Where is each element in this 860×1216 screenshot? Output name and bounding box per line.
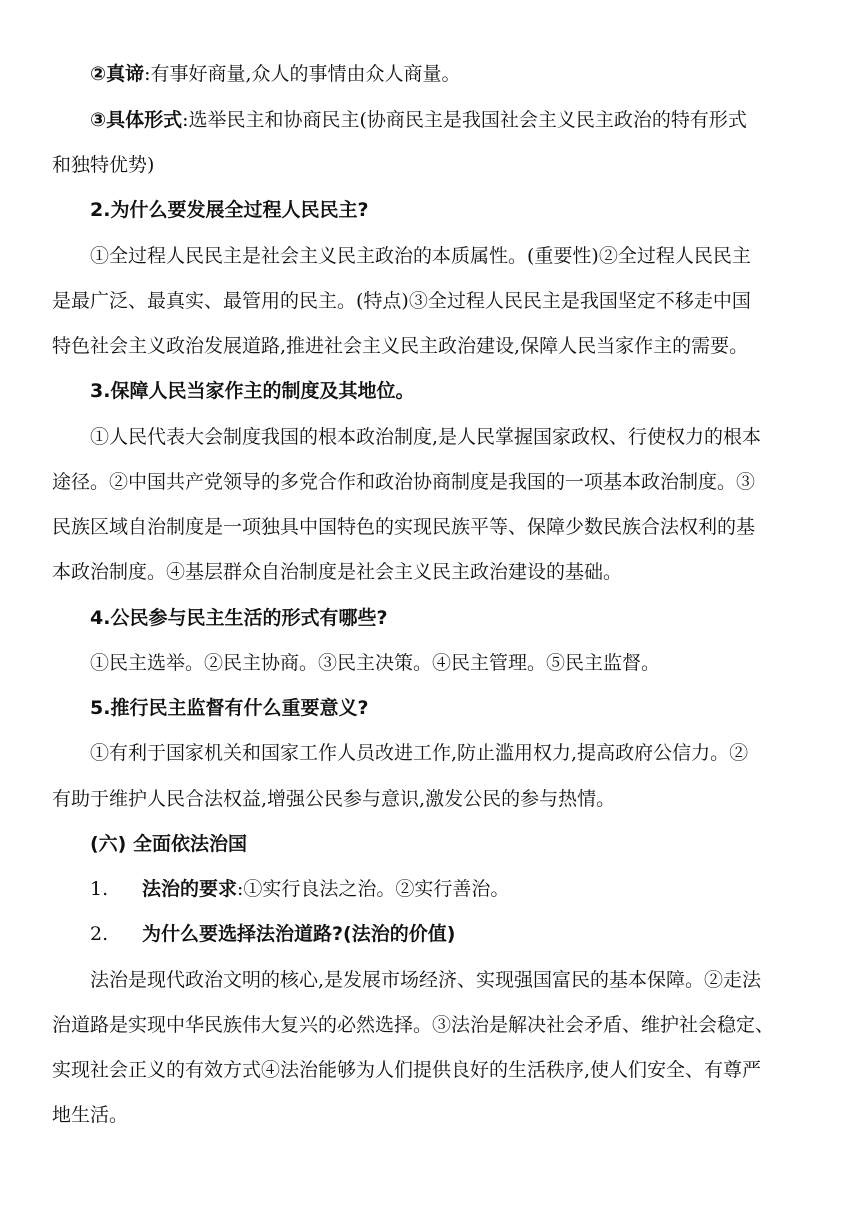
forms-label: ③具体形式 bbox=[90, 109, 183, 131]
q3-line-4: 本政治制度。④基层群众自治制度是社会主义民主政治建设的基础。 bbox=[52, 561, 623, 583]
q4-heading: 4.公民参与民主生活的形式有哪些? bbox=[90, 607, 388, 629]
rule-2-line-3: 实现社会正义的有效方式④法治能够为人们提供良好的生活秩序,使人们安全、有尊严 bbox=[52, 1059, 762, 1081]
q3-heading: 3.保障人民当家作主的制度及其地位。 bbox=[90, 380, 415, 402]
rule-2-item bbox=[90, 922, 812, 946]
q3-line-2: 途径。②中国共产党领导的多党合作和政治协商制度是我国的一项基本政治制度。③ bbox=[52, 471, 756, 493]
q2-line-2: 是最广泛、最真实、最管用的民主。(特点)③全过程人民民主是我国坚定不移走中国 bbox=[52, 290, 751, 312]
truth-label: ②真谛 bbox=[90, 63, 145, 85]
q3-line-1: ①人民代表大会制度我国的根本政治制度,是人民掌握国家政权、行使权力的根本 bbox=[90, 426, 762, 448]
section-6-heading: (六) 全面依法治国 bbox=[90, 833, 247, 855]
forms-text-line-2: 和独特优势) bbox=[52, 154, 155, 176]
rule-1-label: 法治的要求 bbox=[142, 878, 238, 900]
rule-1-item bbox=[90, 877, 812, 901]
q2-heading: 2.为什么要发展全过程人民民主? bbox=[90, 199, 369, 221]
q5-heading: 5.推行民主监督有什么重要意义? bbox=[90, 697, 369, 719]
rule-1-text: :①实行良法之治。②实行善治。 bbox=[237, 878, 510, 900]
truth-text: :有事好商量,众人的事情由众人商量。 bbox=[144, 63, 461, 85]
q2-line-3: 特色社会主义政治发展道路,推进社会主义民主政治建设,保障人民当家作主的需要。 bbox=[52, 335, 749, 357]
rule-2-line-1: 法治是现代政治文明的核心,是发展市场经济、实现强国富民的基本保障。②走法 bbox=[90, 969, 762, 991]
rule-2-line-2: 治道路是实现中华民族伟大复兴的必然选择。③法治是解决社会矛盾、维护社会稳定、 bbox=[52, 1014, 775, 1036]
rule-2-line-4: 地生活。 bbox=[52, 1104, 129, 1126]
rule-1-number: 1. bbox=[90, 878, 109, 900]
q3-line-3: 民族区域自治制度是一项独具中国特色的实现民族平等、保障少数民族合法权利的基 bbox=[52, 516, 756, 538]
q2-line-1: ①全过程人民民主是社会主义民主政治的本质属性。(重要性)②全过程人民民主 bbox=[90, 245, 751, 267]
truth-paragraph bbox=[90, 62, 812, 86]
q5-line-2: 有助于维护人民合法权益,增强公民参与意识,激发公民的参与热情。 bbox=[52, 788, 616, 810]
forms-paragraph-line-1 bbox=[90, 108, 812, 132]
rule-2-number: 2. bbox=[90, 923, 109, 945]
q5-line-1: ①有利于国家机关和国家工作人员改进工作,防止滥用权力,提高政府公信力。② bbox=[90, 742, 749, 764]
rule-2-heading: 为什么要选择法治道路?(法治的价值) bbox=[142, 923, 456, 945]
forms-text-line-1: :选举民主和协商民主(协商民主是我国社会主义民主政治的特有形式 bbox=[182, 109, 747, 131]
q4-line-1: ①民主选举。②民主协商。③民主决策。④民主管理。⑤民主监督。 bbox=[90, 652, 661, 674]
